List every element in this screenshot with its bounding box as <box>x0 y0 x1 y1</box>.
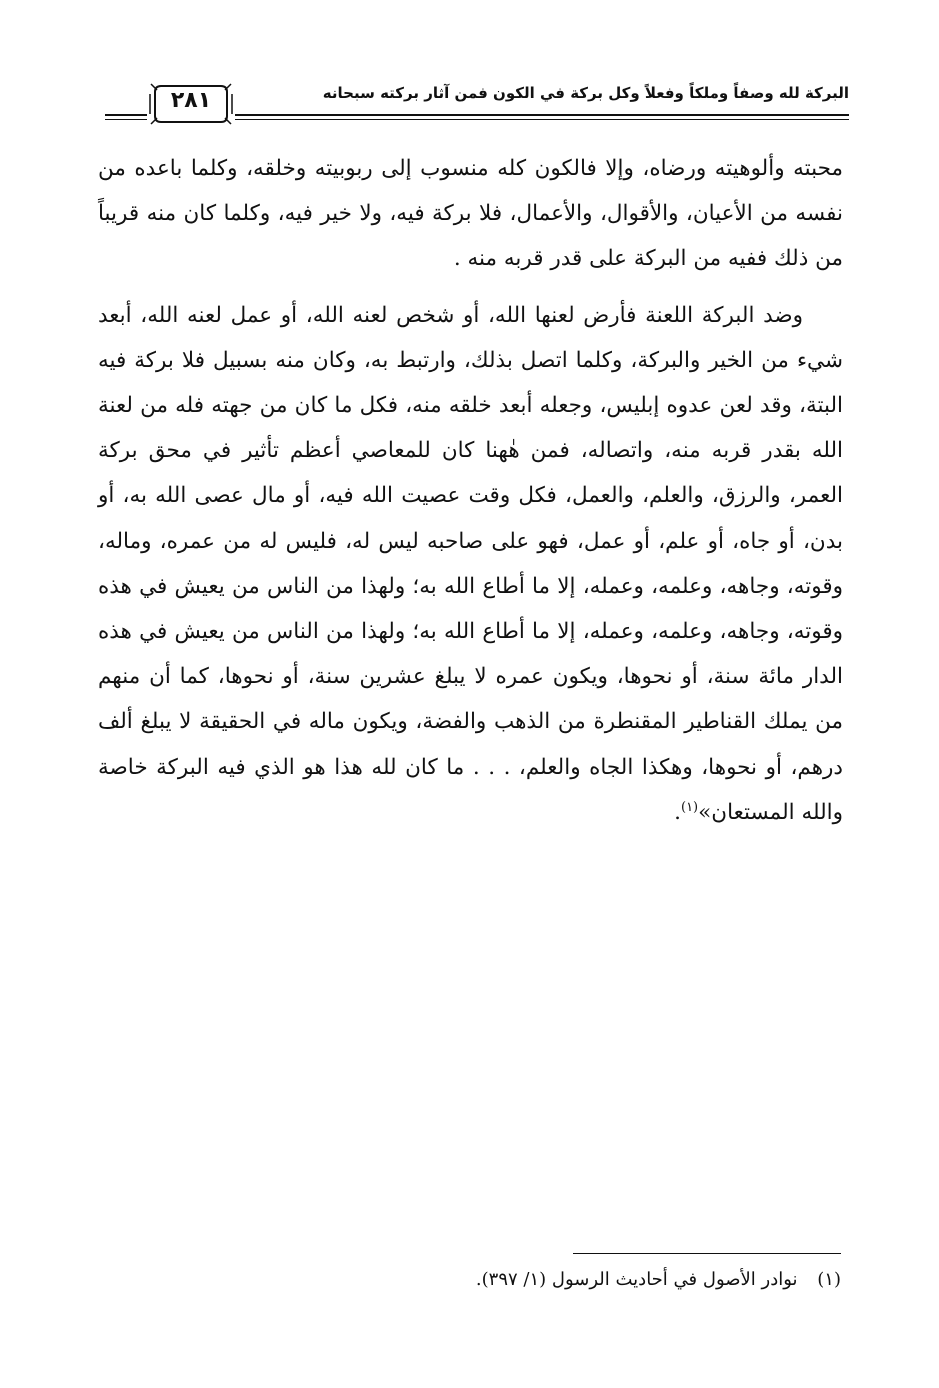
paragraph <box>98 293 843 835</box>
page-number: ٢٨١ <box>170 88 212 113</box>
paragraph-text: وضد البركة اللعنة فأرض لعنها الله، أو شخص لعنه الله، أو عمل لعنه الله، أبعد شيء من الخير والبركة، وكلما اتصل بذلك، وارتبط به، وكان منه بسبيل فلا بركة فيه البتة، وقد لعن عدوه إبليس، وجعله أبعد خلقه منه، فكل ما كان من جهته فله من لعنة الله بقدر قربه منه، واتصاله، فمن هٰهنا كان للمعاصي أعظم تأثير في محق بركة العمر، والرزق، والعلم، والعمل، فكل وقت عصيت الله فيه، أو مال عصى الله به، أو بدن، أو جاه، أو علم، أو عمل، فهو على صاحبه ليس له، فليس له من عمره، وماله، وقوته، وجاهه، وعلمه، وعمله، إلا ما أطاع الله به؛ ولهذا من الناس من يعيش في هذه وقوته، وجاهه، وعلمه، وعمله، إلا ما أطاع الله به؛ ولهذا من الناس من يعيش في هذه الدار مائة سنة، أو نحوها، ويكون عمره لا يبلغ عشرين سنة، أو نحوها، كما أن منهم من يملك القناطير المقنطرة من الذهب والفضة، ويكون ماله في الحقيقة لا يبلغ ألف درهم، أو نحوها، وهكذا الجاه والعلم، . . . ما كان لله هذا هو الذي فيه البركة خاصة والله المستعان» <box>98 302 843 825</box>
footnote-separator <box>573 1253 841 1254</box>
paragraph: محبته وألوهيته ورضاه، وإلا فالكون كله منسوب إلى ربوبيته وخلقه، وكلما باعده من نفسه من الأعيان، والأقوال، والأعمال، فلا بركة فيه، ولا خير فيه، وكلما كان منه قريباً من ذلك ففيه من البركة على قدر قربه منه . <box>98 156 843 272</box>
page-number-frame <box>147 82 235 126</box>
footnote-text: نوادر الأصول في أحاديث الرسول (١/ ٣٩٧). <box>475 1269 798 1290</box>
paragraph-end: . <box>674 799 681 825</box>
footnote <box>141 1265 841 1295</box>
footnote-number: (١) <box>817 1269 841 1290</box>
main-text <box>98 146 843 835</box>
running-title: البركة لله وصفاً وملكاً وفعلاً وكل بركة في الكون فمن آثار بركته سبحانه <box>322 84 849 102</box>
page-header <box>105 78 849 128</box>
footnote-reference: (١) <box>680 799 699 815</box>
